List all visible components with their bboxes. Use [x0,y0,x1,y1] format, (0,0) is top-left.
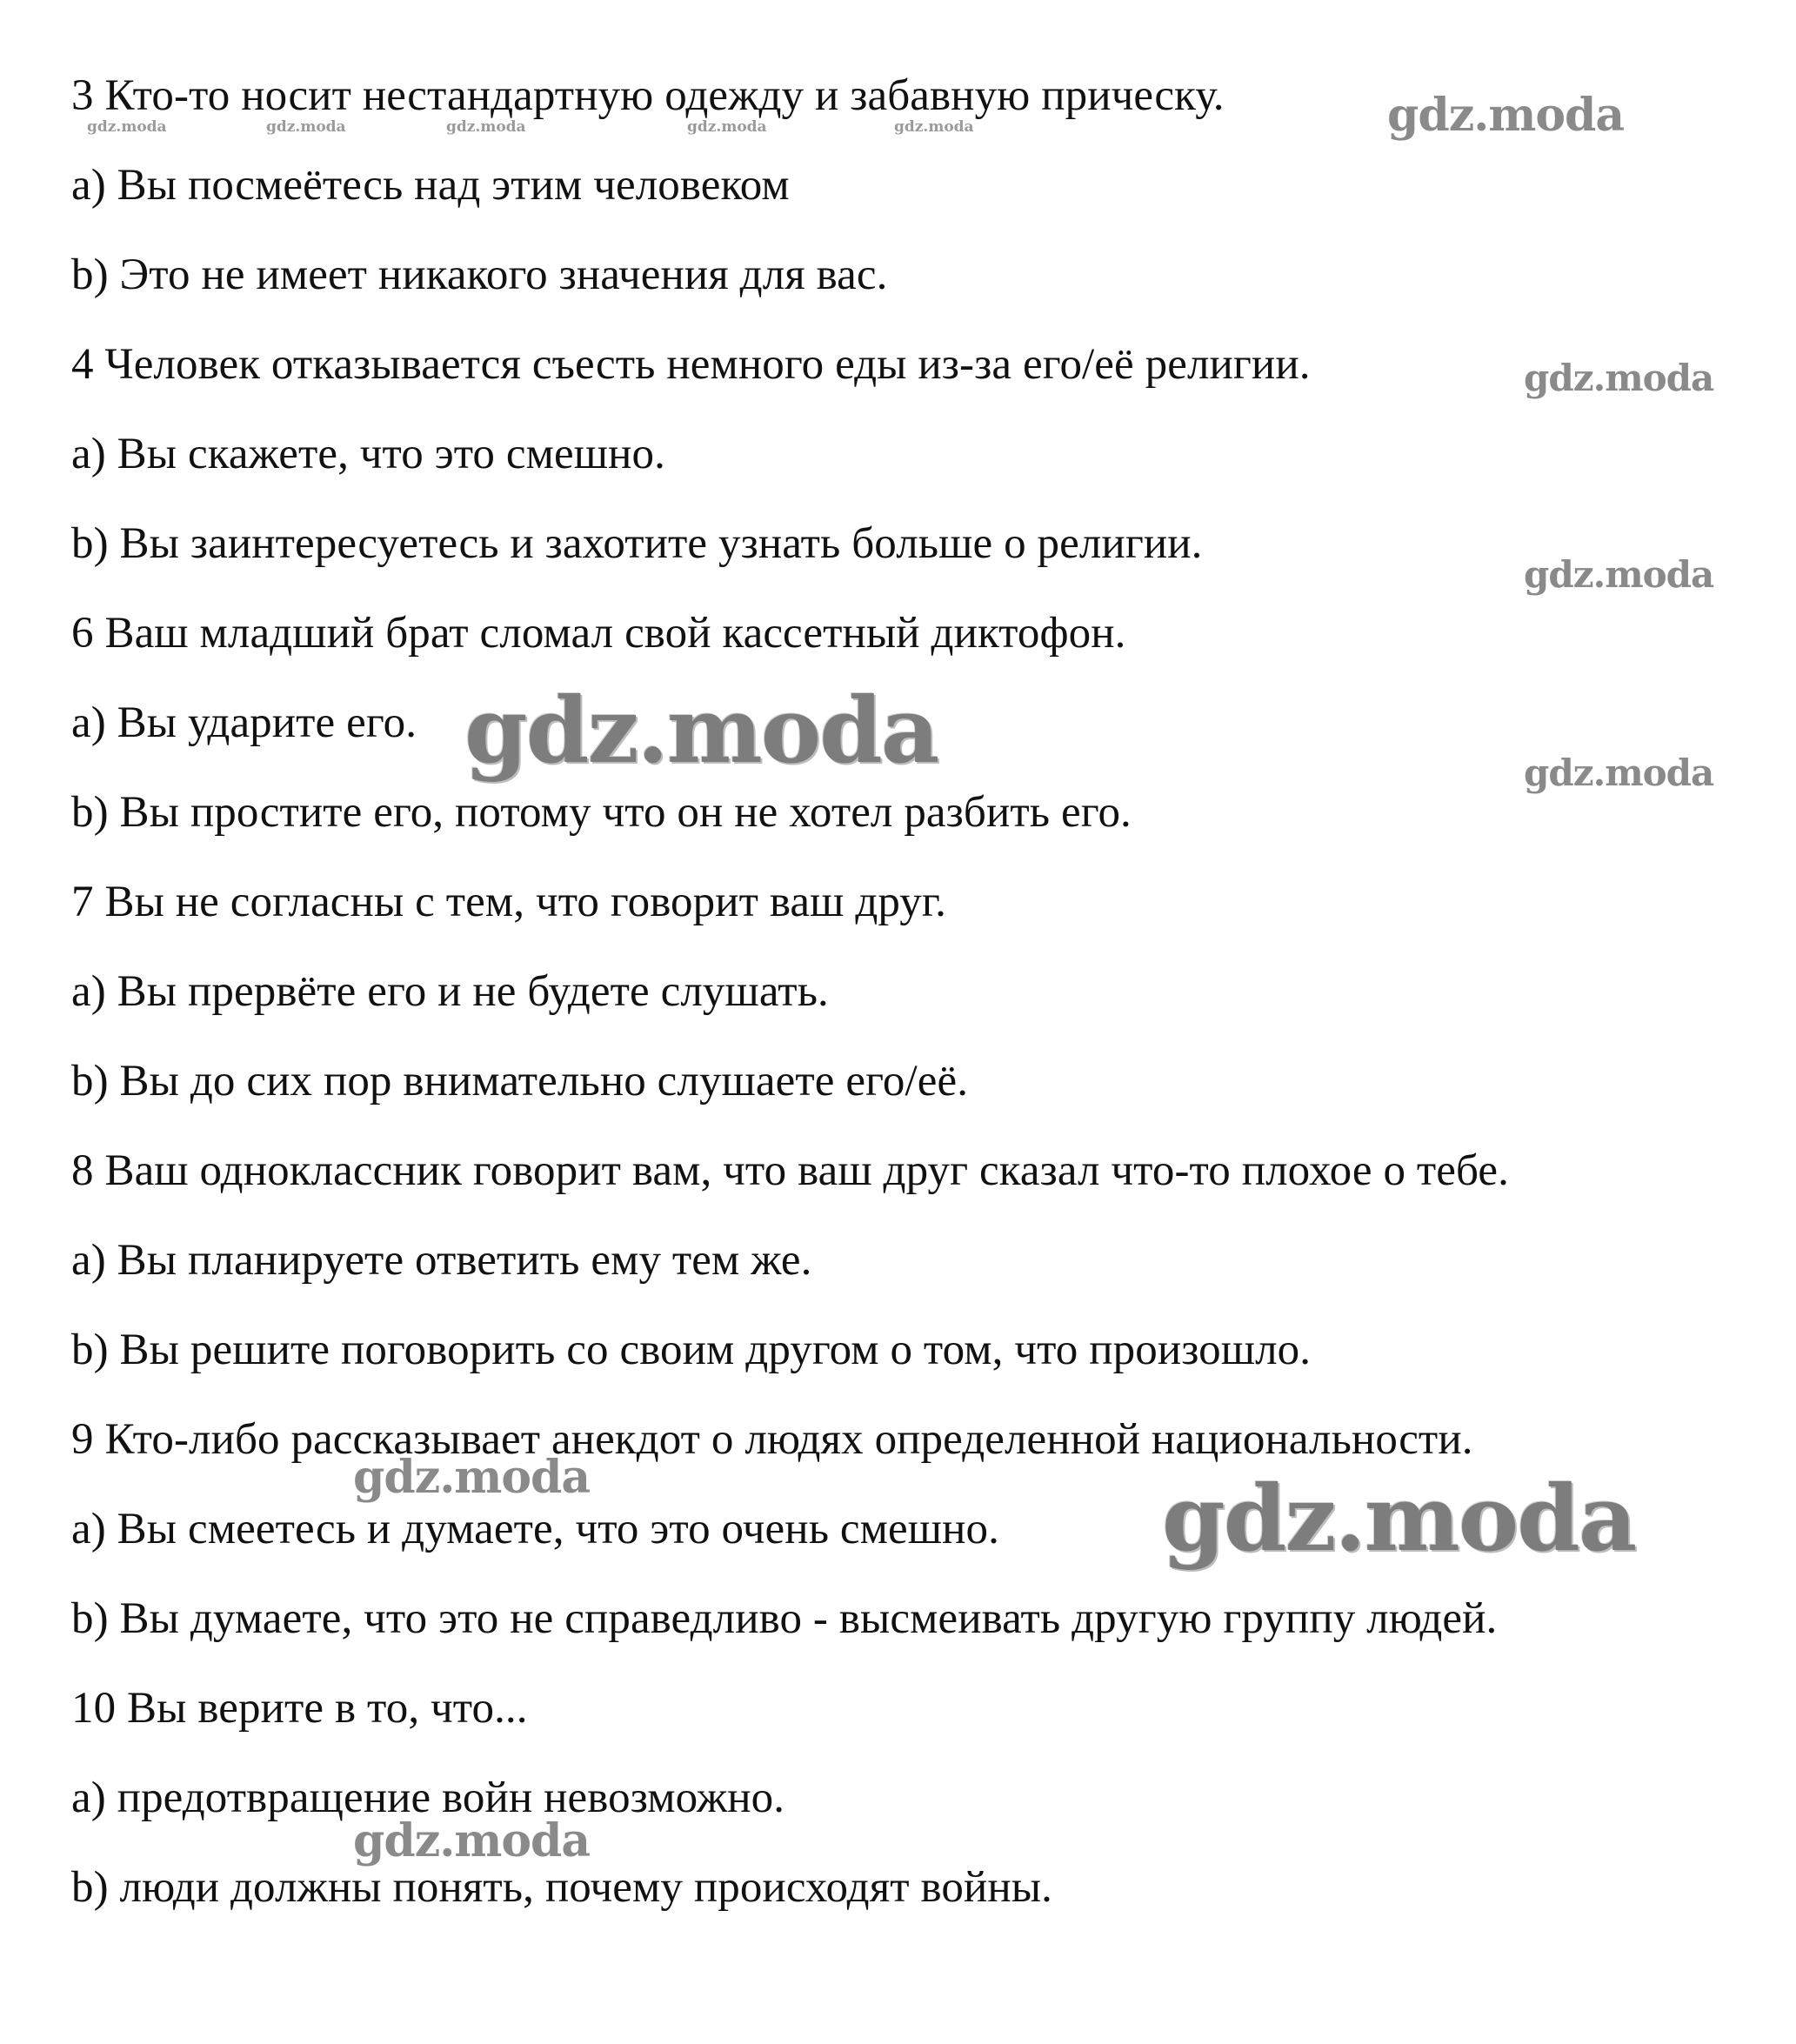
question-6: 6 Ваш младший брат сломал свой кассетный диктофон. [71,609,1126,658]
watermark-right-2: gdz.moda [1524,553,1714,596]
question-7: 7 Вы не согласны с тем, что говорит ваш друг. [71,878,947,926]
watermark-tiny-1: gdz.moda [87,118,167,136]
answer-3a: a) Вы посмеётесь над этим человеком [71,161,790,210]
answer-6a: a) Вы ударите его. [71,698,417,747]
watermark-mid-2: gdz.moda [353,1814,591,1867]
answer-8b: b) Вы решите поговорить со своим другом о том, что произошло. [71,1326,1312,1374]
watermark-large-1: gdz.moda [464,677,938,784]
watermark-tiny-5: gdz.moda [894,118,974,136]
watermark-right-3: gdz.moda [1524,751,1714,794]
answer-9b: b) Вы думаете, что это не справедливо - высмеивать другую группу людей. [71,1594,1498,1643]
answer-10b: b) люди должны понять, почему происходят войны. [71,1863,1052,1912]
watermark-right-1: gdz.moda [1524,357,1714,399]
answer-6b: b) Вы простите его, потому что он не хотел разбить его. [71,788,1132,837]
answer-10a: a) предотвращение войн невозможно. [71,1773,785,1822]
watermark-mid-1: gdz.moda [353,1451,591,1504]
question-8: 8 Ваш одноклассник говорит вам, что ваш друг сказал что-то плохое о тебе. [71,1146,1509,1195]
question-3: 3 Кто-то носит нестандартную одежду и забавную прическу. [71,71,1225,120]
watermark-tiny-4: gdz.moda [687,118,767,136]
watermark-tiny-2: gdz.moda [266,118,346,136]
question-4: 4 Человек отказывается съесть немного еды из-за его/её религии. [71,340,1311,389]
answer-9a: a) Вы смеетесь и думаете, что это очень смешно. [71,1505,999,1553]
answer-4a: a) Вы скажете, что это смешно. [71,430,665,478]
question-9: 9 Кто-либо рассказывает анекдот о людях определенной национальности. [71,1415,1473,1464]
watermark-large-2: gdz.moda [1162,1465,1636,1572]
answer-3b: b) Это не имеет никакого значения для вас. [71,250,888,299]
question-10: 10 Вы верите в то, что... [71,1684,528,1733]
answer-7a: a) Вы прервёте его и не будете слушать. [71,967,829,1016]
answer-7b: b) Вы до сих пор внимательно слушаете его/её. [71,1057,969,1105]
watermark-header: gdz.moda [1387,89,1625,142]
answer-4b: b) Вы заинтересуетесь и захотите узнать больше о религии. [71,519,1203,568]
watermark-tiny-3: gdz.moda [446,118,526,136]
answer-8a: a) Вы планируете ответить ему тем же. [71,1236,812,1285]
